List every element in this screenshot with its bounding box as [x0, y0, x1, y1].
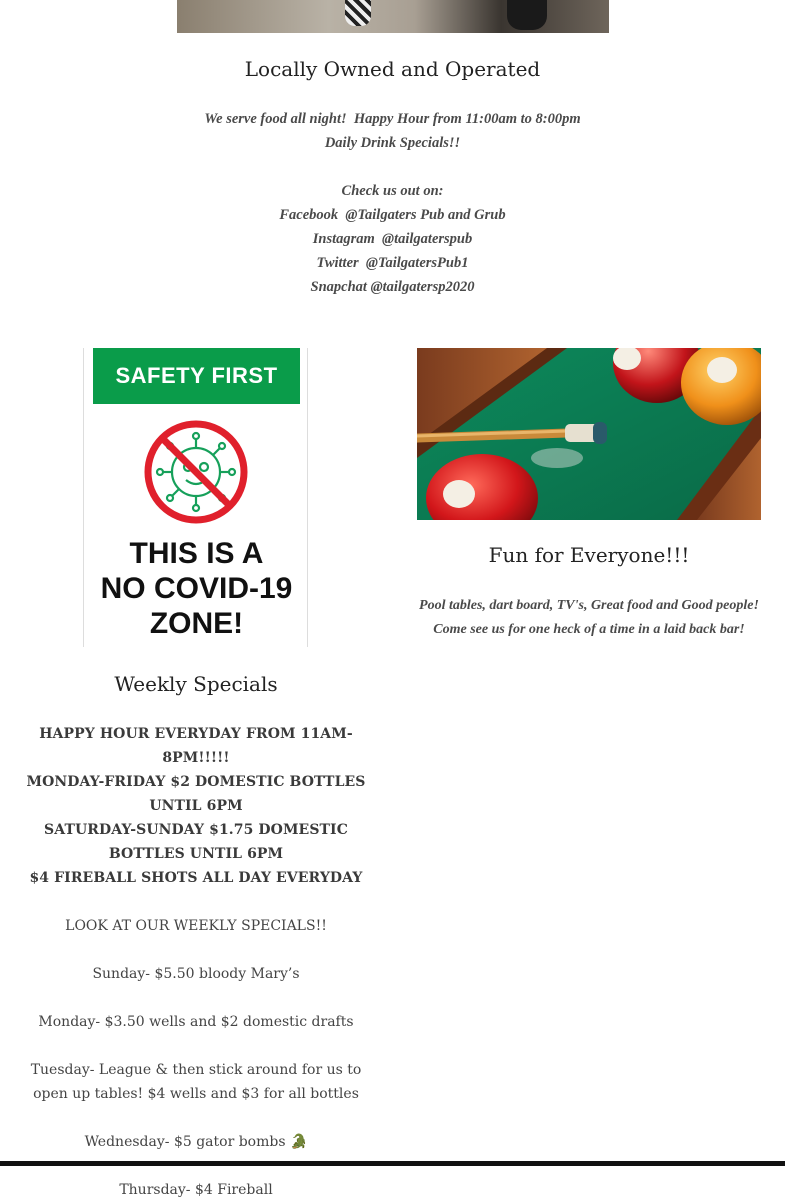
safety-banner: SAFETY FIRST [93, 348, 300, 404]
special-bold-line: MONDAY-FRIDAY $2 DOMESTIC BOTTLES UNTIL 6PM [26, 774, 366, 814]
special-wednesday: Wednesday- $5 gator bombs 🐊 [84, 1134, 308, 1150]
about-line: We serve food all night! Happy Hour from 11:00am to 8:00pm [204, 111, 581, 127]
special-bold-line: HAPPY HOUR EVERYDAY FROM 11AM-8PM!!!!! [39, 726, 353, 766]
black-shoe [507, 0, 547, 30]
about-text [0, 107, 785, 299]
sign-text-line: ZONE! [149, 607, 244, 640]
special-bold-line: SATURDAY-SUNDAY $1.75 DOMESTIC BOTTLES UNTIL 6PM [44, 822, 348, 862]
about-line [0, 155, 785, 179]
about-title: Locally Owned and Operated [244, 57, 541, 81]
bottom-bar [0, 1161, 785, 1166]
fun-line: Come see us for one heck of a time in a laid back bar! [433, 622, 745, 637]
about-line: Check us out on: [341, 183, 444, 199]
safety-sign-image [83, 348, 308, 647]
special-monday: Monday- $3.50 wells and $2 domestic drafts [38, 1014, 354, 1030]
no-virus-icon [142, 418, 250, 526]
sign-text-line: NO COVID-19 [100, 572, 293, 605]
snapchat-link[interactable]: Snapchat @tailgatersp2020 [310, 279, 475, 295]
twitter-link[interactable]: Twitter @TailgatersPub1 [316, 255, 469, 271]
special-thursday: Thursday- $4 Fireball [119, 1182, 273, 1198]
special-tuesday: Tuesday- League & then stick around for us to open up tables! $4 wells and $3 for all bottles [30, 1062, 362, 1102]
fun-text [400, 594, 778, 642]
hero-image [177, 0, 609, 33]
weekly-specials-text [20, 722, 372, 1202]
weekly-title: Weekly Specials [114, 672, 278, 696]
fun-title: Fun for Everyone!!! [488, 543, 690, 567]
special-bold-line: $4 FIREBALL SHOTS ALL DAY EVERYDAY [29, 870, 363, 886]
special-sunday: Sunday- $5.50 bloody Mary’s [92, 966, 300, 982]
about-line: Daily Drink Specials!! [324, 135, 461, 151]
pool-table-image [417, 348, 761, 520]
facebook-link[interactable]: Facebook @Tailgaters Pub and Grub [279, 207, 506, 223]
sign-text-line: THIS IS A [129, 537, 264, 570]
instagram-link[interactable]: Instagram @tailgaterspub [312, 231, 473, 247]
checkered-shoe [345, 0, 371, 26]
specials-heading: LOOK AT OUR WEEKLY SPECIALS!! [65, 918, 327, 934]
fun-line: Pool tables, dart board, TV's, Great food and Good people! [419, 598, 759, 613]
pool-table-illustration [417, 348, 761, 520]
